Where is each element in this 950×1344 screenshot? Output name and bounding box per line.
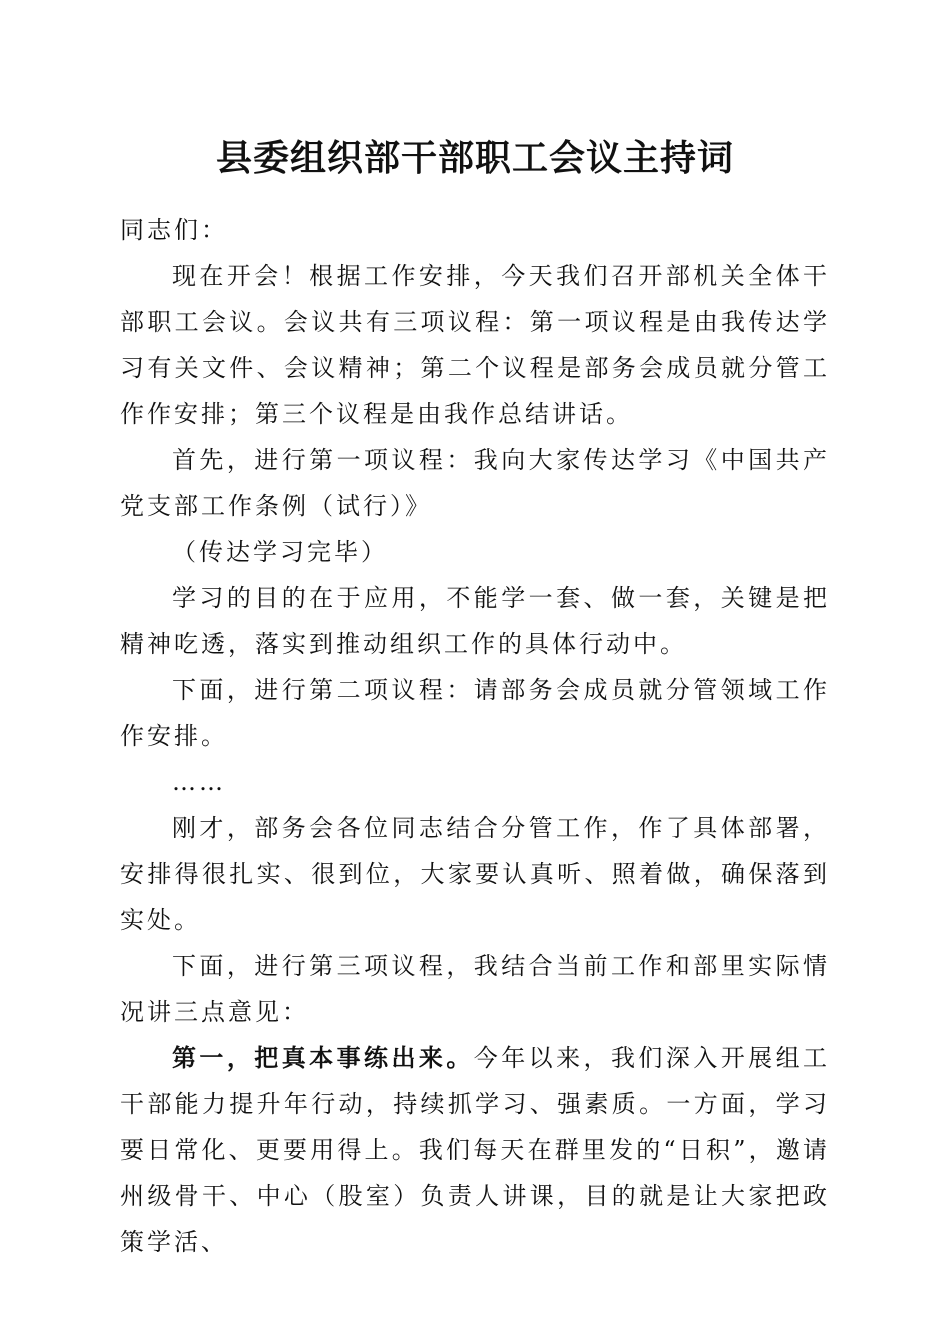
paragraph-summary: 刚才，部务会各位同志结合分管工作，作了具体部署，安排得很扎实、很到位，大家要认真听、照着做，确保落到实处。 (120, 814, 830, 934)
document-title: 县委组织部干部职工会议主持词 (215, 137, 734, 179)
paragraph-study-complete: （传达学习完毕） (172, 538, 388, 566)
paragraph-study-purpose: 学习的目的在于应用，不能学一套、做一套，关键是把精神吃透，落实到推动组织工作的具体行动中。 (120, 584, 830, 658)
paragraph-opening: 现在开会！根据工作安排，今天我们召开部机关全体干部职工会议。会议共有三项议程：第一项议程是由我传达学习有关文件、会议精神；第二个议程是部务会成员就分管工作作安排；第三个议程是由我作总结讲话。 (120, 262, 830, 428)
paragraph-agenda-one: 首先，进行第一项议程：我向大家传达学习《中国共产党支部工作条例（试行）》 (120, 446, 830, 520)
paragraph-ellipsis: …… (172, 768, 226, 796)
paragraph-agenda-three: 下面，进行第三项议程，我结合当前工作和部里实际情况讲三点意见： (120, 952, 830, 1026)
document-body (120, 207, 830, 1265)
salutation: 同志们： (120, 216, 228, 244)
point-one-heading: 第一，把真本事练出来。 (172, 1043, 474, 1072)
paragraph-agenda-two: 下面，进行第二项议程：请部务会成员就分管领域工作作安排。 (120, 676, 830, 750)
paragraph-point-one (120, 1035, 830, 1265)
point-one-text: 今年以来，我们深入开展组工干部能力提升年行动，持续抓学习、强素质。一方面，学习要日常化、更要用得上。我们每天在群里发的“日积”，邀请州级骨干、中心（股室）负责人讲课，目的就是让大家把政策学活、 (120, 1044, 831, 1256)
